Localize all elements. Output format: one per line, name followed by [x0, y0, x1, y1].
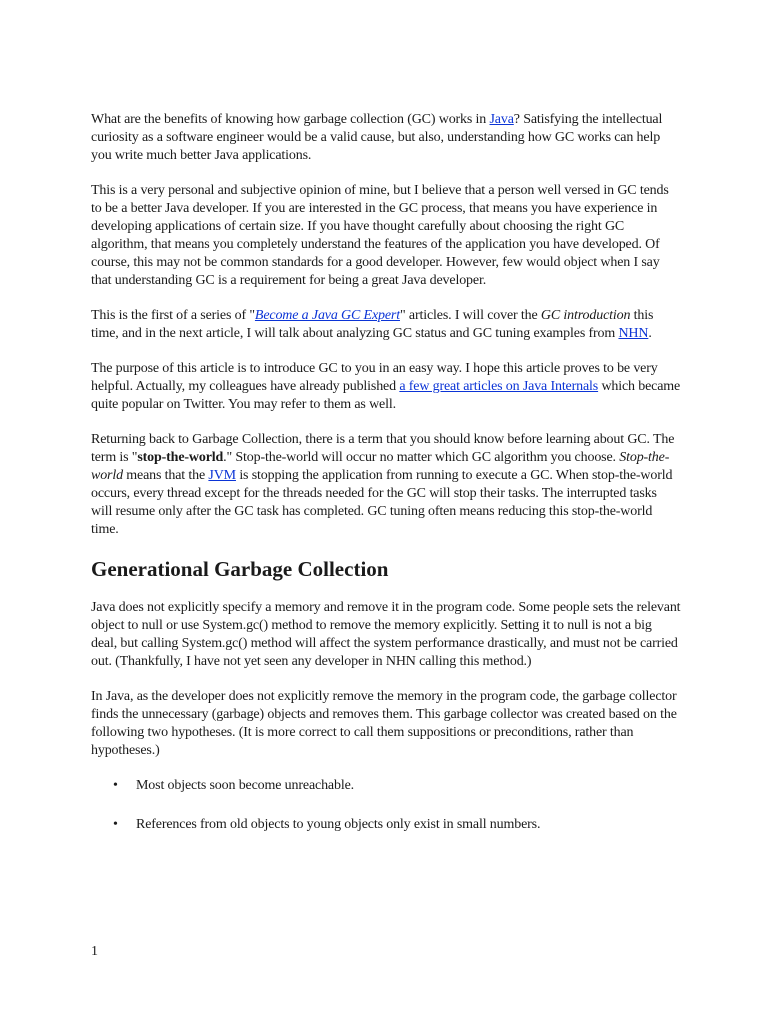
page-number: 1: [91, 944, 98, 959]
bullet-icon: •: [113, 817, 118, 832]
emphasis-text: GC introduction: [540, 308, 631, 323]
text: This is the first of a series of ": [91, 308, 255, 323]
list-item: [91, 777, 681, 795]
text: is stopping the application from running to execute a GC. When stop-the-world occurs, every thread except for the threads needed for the GC will stop their tasks. The interrupted tasks will resume only after the GC task has completed. GC tuning often means reducing this stop-the-world time.: [91, 468, 673, 537]
text: Returning back to Garbage Collection, there is a term that you should know before learning about GC. The term is ": [91, 432, 675, 465]
text: ." Stop-the-world will occur no matter which GC algorithm you choose.: [223, 450, 620, 465]
text: which became quite popular on Twitter. You may refer to them as well.: [91, 379, 681, 412]
emphasis-text: Stop-the-world: [91, 450, 670, 483]
text: What are the benefits of knowing how garbage collection (GC) works in: [91, 112, 490, 127]
list-item-text: References from old objects to young objects only exist in small numbers.: [136, 817, 541, 832]
strong-text: stop-the-world: [137, 450, 224, 465]
paragraph-gc-benefits: [91, 111, 681, 165]
text: .: [648, 326, 652, 341]
text: means that the: [122, 468, 209, 483]
text: Java does not explicitly specify a memory and remove it in the program code. Some people sets the relevant object to null or use System.gc() method to remove the memory explicitly. Setting it to null is not a big deal, but calling System.gc() method will affect the system performance drastically, and must not be carried out. (Thankfully, I have not yet seen any developer in NHN calling this method.): [91, 600, 681, 669]
paragraph-stop-the-world: [91, 431, 681, 539]
list-item-text: Most objects soon become unreachable.: [136, 778, 354, 793]
hypotheses-list: [91, 777, 681, 834]
paragraph-hypotheses: [91, 688, 681, 760]
paragraph-explicit-memory: [91, 599, 681, 671]
article-body: [91, 111, 681, 855]
java-internals-link[interactable]: a few great articles on Java Internals: [399, 379, 599, 394]
java-link[interactable]: Java: [489, 112, 514, 127]
paragraph-personal-opinion: [91, 182, 681, 290]
text: In Java, as the developer does not explicitly remove the memory in the program code, the garbage collector finds the unnecessary (garbage) objects and removes them. This garbage collector was created based on the following two hypotheses. (It is more correct to call them suppositions or preconditions, rather than hypotheses.): [91, 689, 677, 758]
section-heading: Generational Garbage Collection: [91, 557, 389, 581]
nhn-link[interactable]: NHN: [618, 326, 649, 341]
paragraph-article-purpose: [91, 360, 681, 414]
bullet-icon: •: [113, 778, 118, 793]
text: This is a very personal and subjective opinion of mine, but I believe that a person well versed in GC tends to be a better Java developer. If you are interested in the GC process, that means you have experience in developing applications of certain size. If you have thought carefully about choosing the right GC algorithm, that means you completely understand the features of the application you have developed. Of course, this may not be common standards for a good developer. However, few would object when I say that understanding GC is a requirement for being a great Java developer.: [91, 183, 669, 288]
paragraph-series-intro: [91, 307, 681, 343]
text: " articles. I will cover the: [399, 308, 541, 323]
text: ? Satisfying the intellectual curiosity as a software engineer would be a valid cause, but also, understanding how GC works can help you write much better Java applications.: [91, 112, 663, 163]
series-link[interactable]: Become a Java GC Expert: [254, 308, 400, 323]
text: The purpose of this article is to introduce GC to you in an easy way. I hope this article proves to be very helpful. Actually, my colleagues have already published: [91, 361, 658, 394]
jvm-link[interactable]: JVM: [208, 468, 236, 483]
list-item: [91, 816, 681, 834]
text: this time, and in the next article, I will talk about analyzing GC status and GC tuning examples from: [91, 308, 654, 341]
